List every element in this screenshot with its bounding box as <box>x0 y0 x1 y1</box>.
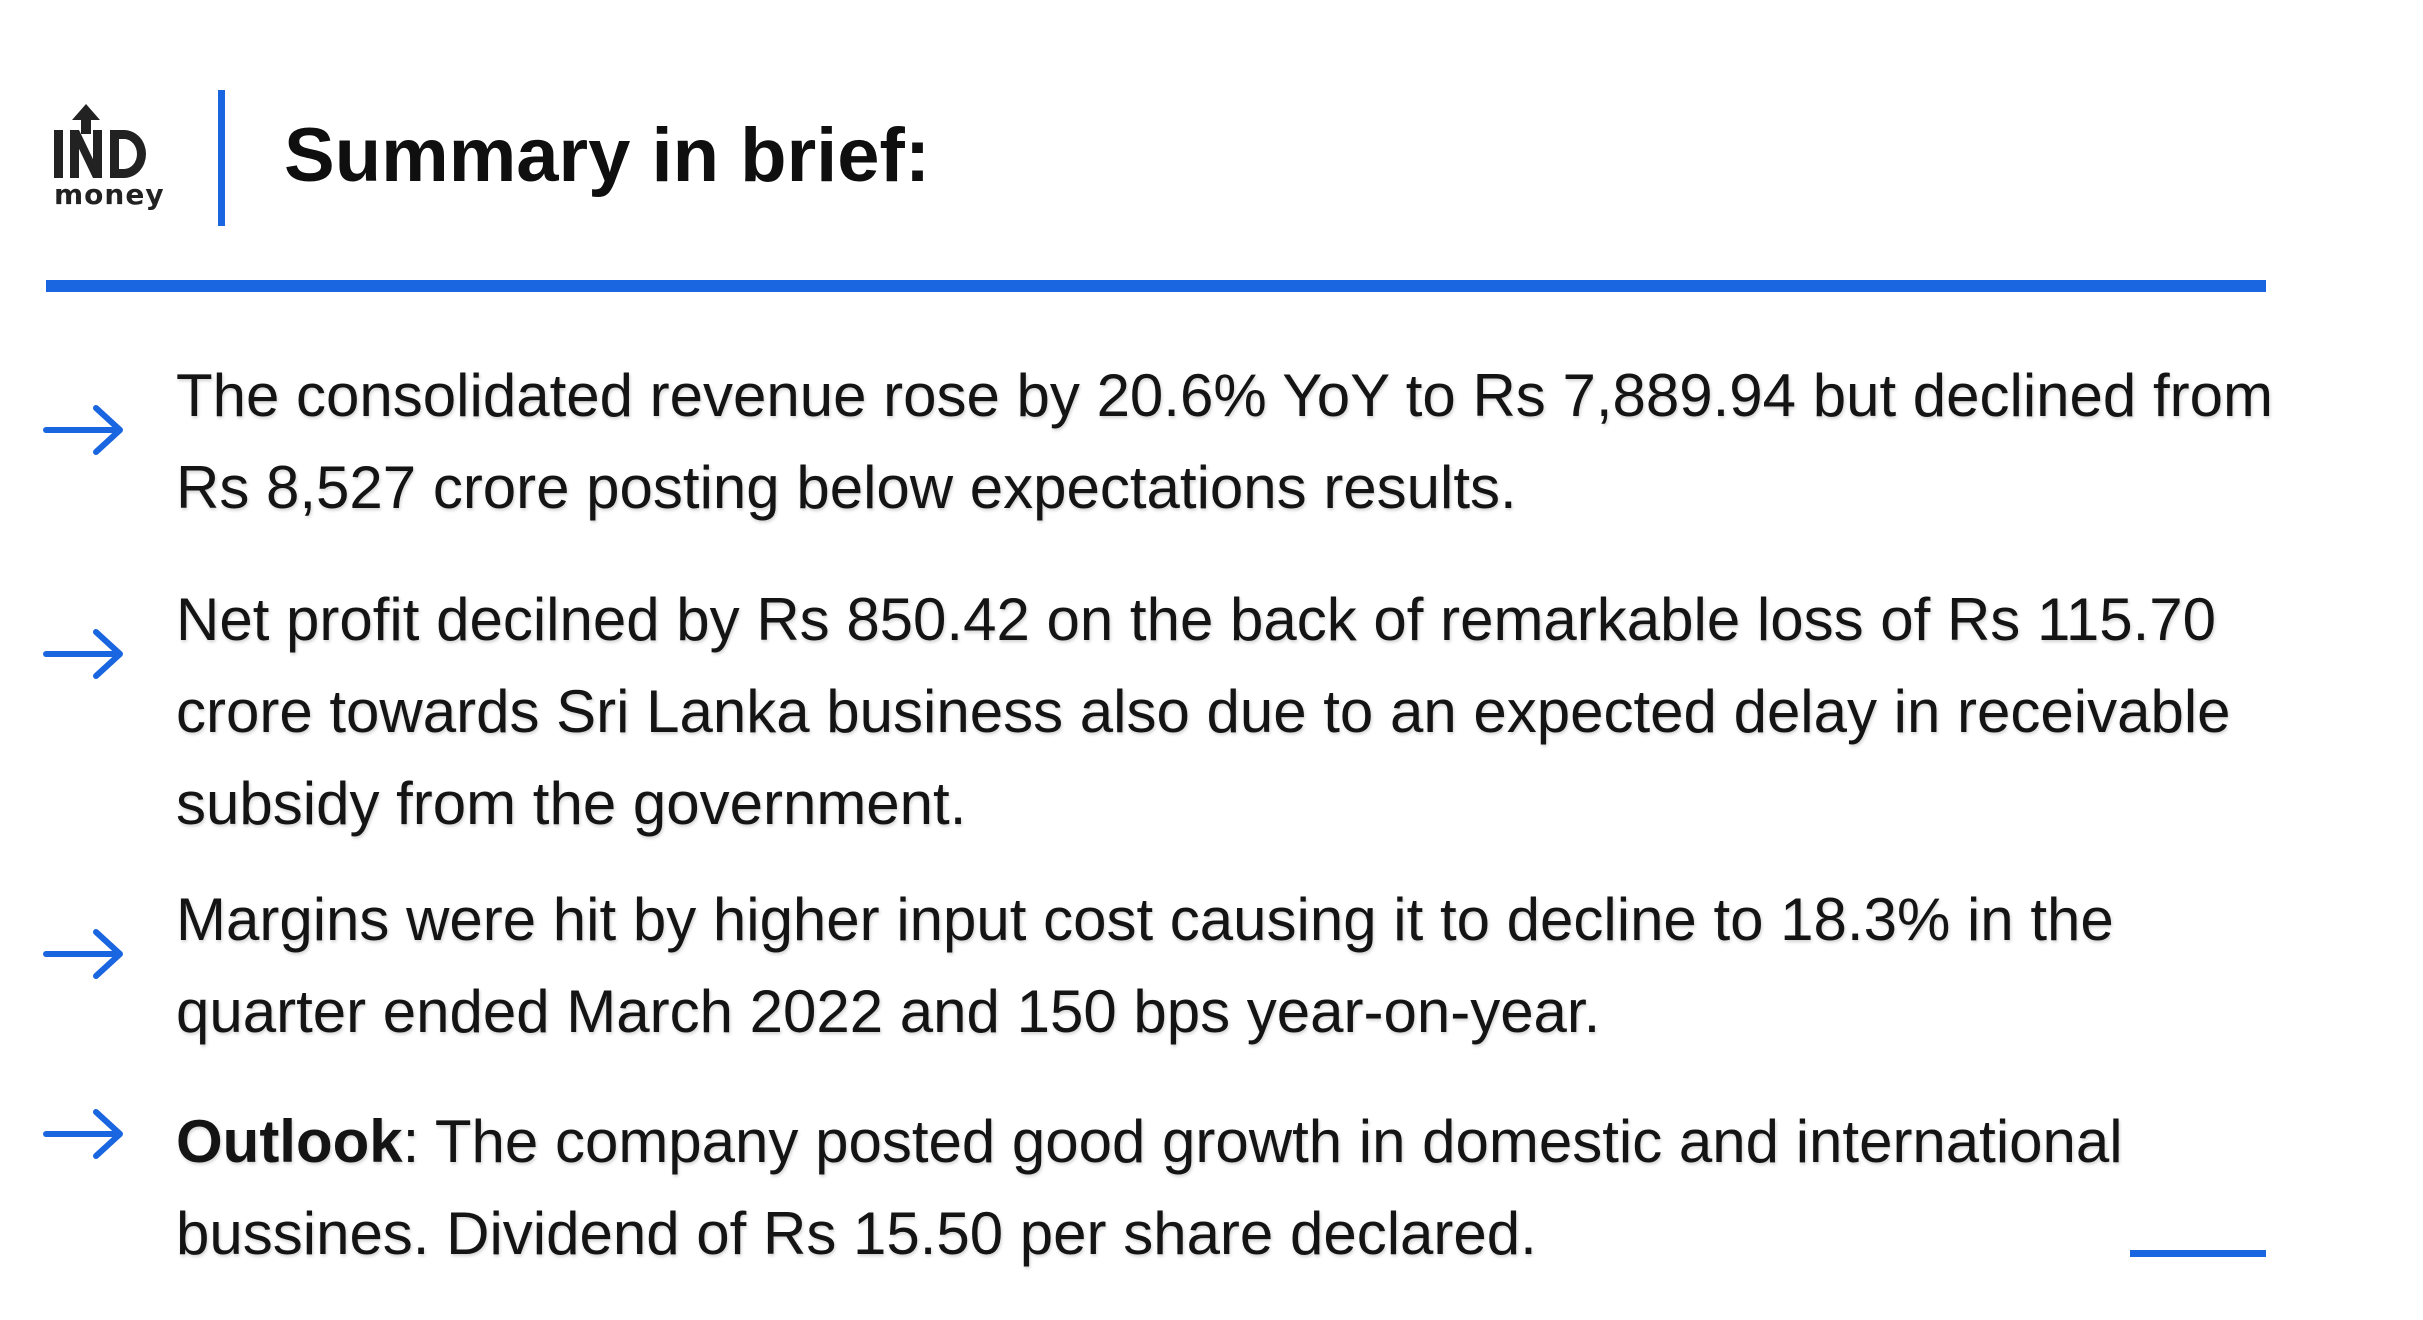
footer-rule <box>2130 1250 2266 1257</box>
outlook-label: Outlook <box>176 1108 403 1175</box>
summary-item-text <box>176 1096 2306 1280</box>
header-rule <box>46 280 2266 292</box>
indmoney-logo-icon <box>46 100 156 180</box>
summary-item-text: Net profit decilned by Rs 850.42 on the back of remarkable loss of Rs 115.70 crore towards Sri Lanka business also due to an expected delay in receivable subsidy from the government. <box>176 586 2231 837</box>
summary-item-text: Margins were hit by higher input cost causing it to decline to 18.3% in the quarter ended March 2022 and 150 bps year-on-year. <box>176 886 2114 1045</box>
arrow-right-icon <box>42 1106 126 1162</box>
outlook-text: : The company posted good growth in domestic and international bussines. Dividend of Rs 15.50 per share declared. <box>176 1108 2123 1267</box>
arrow-right-icon <box>42 626 126 682</box>
arrow-right-icon <box>42 402 126 458</box>
summary-item-text: The consolidated revenue rose by 20.6% YoY to Rs 7,889.94 but declined from Rs 8,527 crore posting below expectations results. <box>176 362 2273 521</box>
header-divider <box>218 90 225 226</box>
arrow-right-icon <box>42 926 126 982</box>
logo-wordmark: money <box>54 178 165 211</box>
page-title: Summary in brief: <box>284 113 931 198</box>
